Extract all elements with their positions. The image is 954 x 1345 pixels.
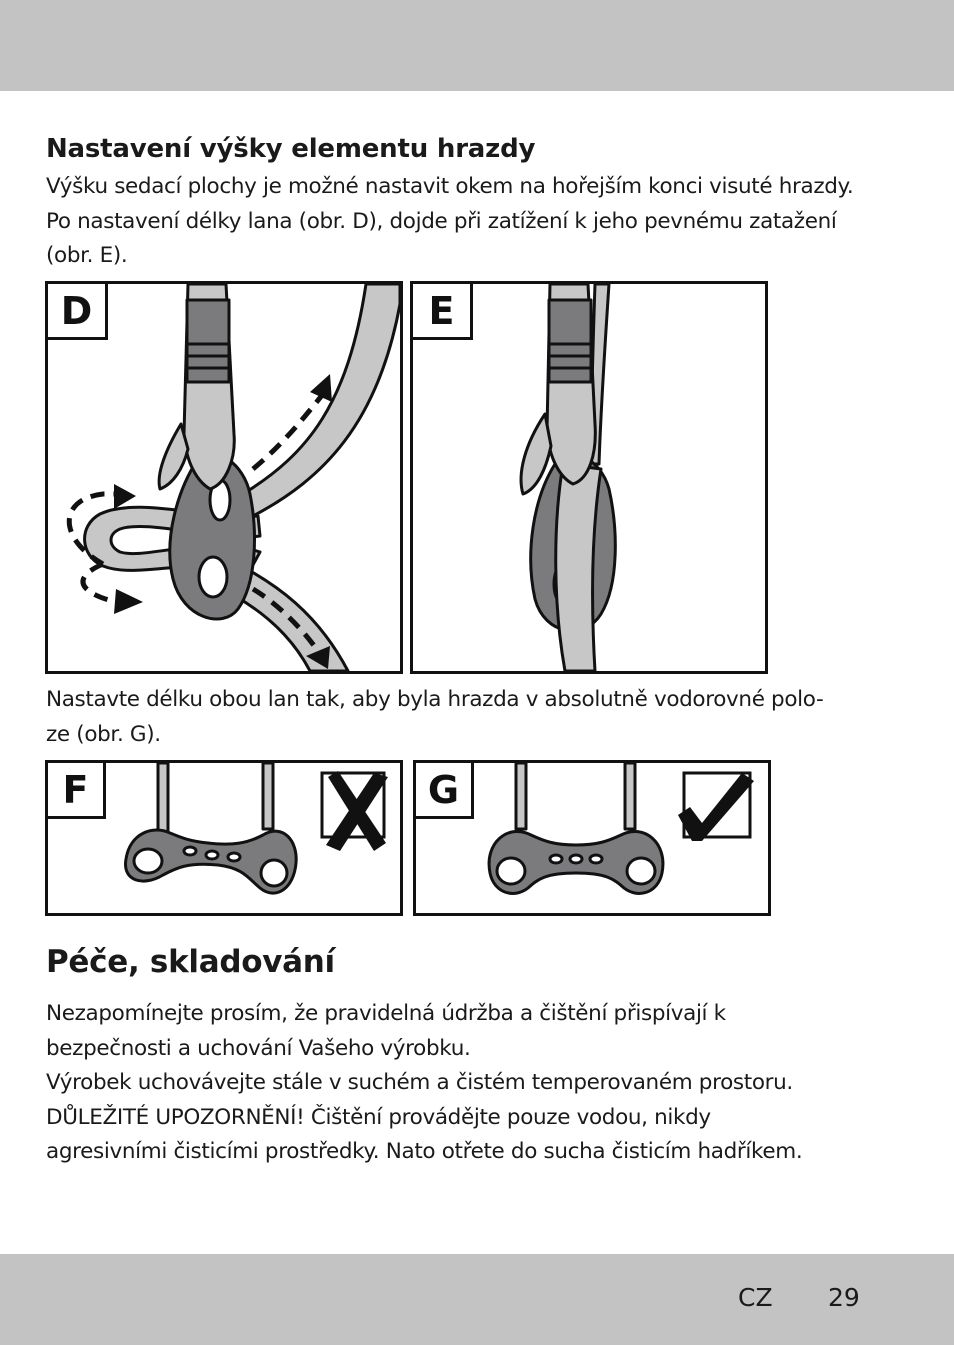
text-line: (obr. E). <box>46 243 128 268</box>
paragraph-height-adjust <box>46 170 853 274</box>
footer-band <box>0 1254 954 1345</box>
text-line: Po nastavení délky lana (obr. D), dojde při zatížení k jeho pevnému zatažení <box>46 208 837 234</box>
text-line: ze (obr. G). <box>46 721 161 747</box>
figure-d-illustration <box>48 284 400 671</box>
figure-g <box>413 760 771 916</box>
paragraph-care-storage <box>46 997 802 1170</box>
text-line: Nastavte délku obou lan tak, aby byla hrazda v absolutně vodorovné polo- <box>46 687 824 712</box>
figure-f-label: F <box>48 763 106 819</box>
header-band <box>0 0 954 91</box>
figure-d-label: D <box>48 284 108 340</box>
page-number: 29 <box>828 1283 860 1312</box>
figure-e-illustration <box>413 284 765 671</box>
text-line: Nezapomínejte prosím, že pravidelná údržba a čištění přispívají k <box>46 1001 726 1026</box>
footer-language-code: CZ <box>738 1283 773 1312</box>
text-line: Výšku sedací plochy je možné nastavit okem na hořejším konci visuté hrazdy. <box>46 174 854 199</box>
figure-g-label: G <box>416 763 474 819</box>
figure-d <box>45 281 403 674</box>
text-line: Výrobek uchovávejte stále v suchém a čistém temperovaném prostoru. <box>46 1070 793 1095</box>
figure-e-label: E <box>413 284 473 340</box>
text-line: agresivními čisticími prostředky. Nato otřete do sucha čisticím hadříkem. <box>46 1139 803 1164</box>
text-line: DŮLEŽITÉ UPOZORNĚNÍ! Čištění provádějte pouze vodou, nikdy <box>46 1104 711 1130</box>
text-line: bezpečnosti a uchování Vašeho výrobku. <box>46 1035 471 1061</box>
section-heading-care: Péče, skladování <box>46 944 335 980</box>
section-heading-height: Nastavení výšky elementu hrazdy <box>46 134 536 164</box>
figure-f <box>45 760 403 916</box>
figure-e <box>410 281 768 674</box>
paragraph-level-adjust <box>46 683 823 752</box>
